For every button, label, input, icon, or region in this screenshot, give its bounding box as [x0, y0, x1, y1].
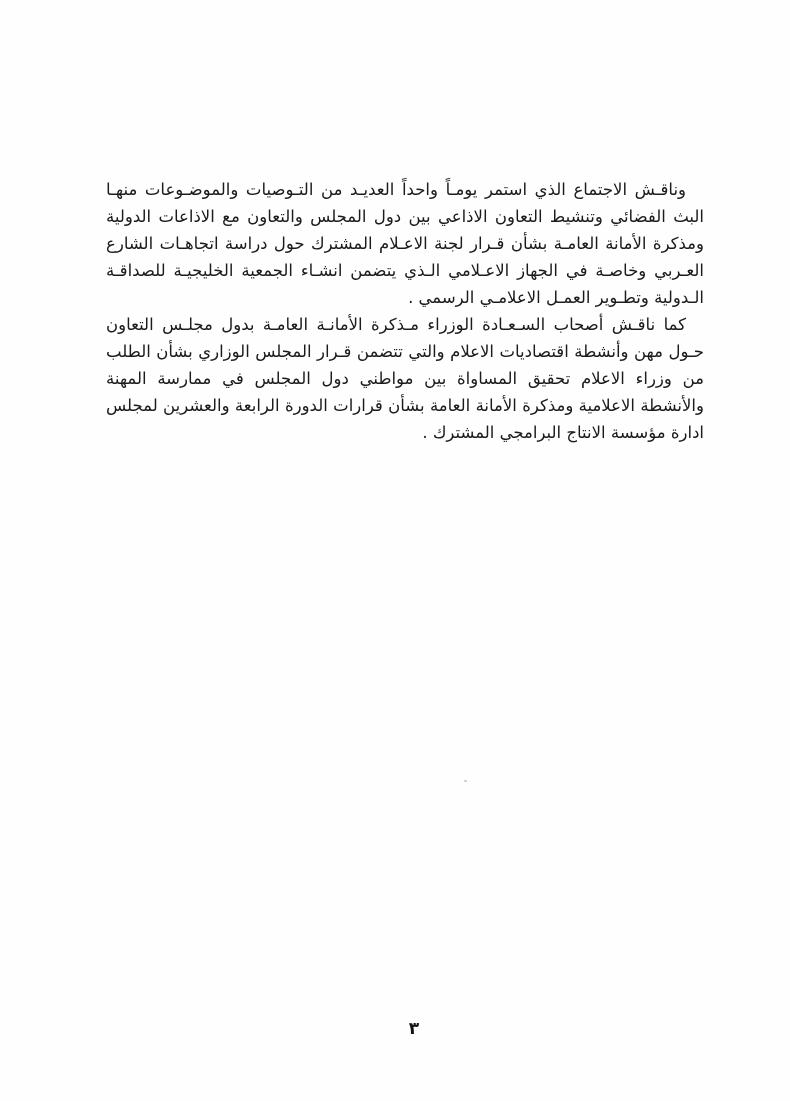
page-number: ٣	[408, 1019, 420, 1039]
paragraph-1: وناقـش الاجتماع الذي استمر يومـاً واحداً العديـد من التـوصيات والموضـوعات منهـا البث الفضائي وتنشيط التعاون الاذاعي بين دول المجلس والتعاون مع الاذاعات الدولية ومذكرة الأمانة العامـة بشأن قـرار لجنة الاعـلام المشترك حول دراسة اتجاهـات الشارع العـربي وخاصـة في الجهاز الاعـلامي الـذي يتضمن انشـاء الجمعية الخليجيـة للصداقـة الـدولية وتطـوير العمـل الاعلامـي الرسمي .	[106, 180, 704, 307]
scan-artifact-speck	[464, 780, 467, 782]
paragraph-2: كما ناقـش أصحاب السـعـادة الوزراء مـذكرة الأمانـة العامـة بدول مجلـس التعاون حـول مهن وأنشطة اقتصاديات الاعلام والتي تتضمن قـرار المجلس الوزاري بشأن الطلب من وزراء الاعلام تحقيق المساواة بين مواطني دول المجلس في ممارسة المهنة والأنشطة الاعلامية ومذكرة الأمانة العامة بشأن قرارات الدورة الرابعة والعشرين لمجلس ادارة مؤسسة الانتاج البرامجي المشترك .	[106, 315, 704, 442]
body-text	[106, 176, 704, 446]
